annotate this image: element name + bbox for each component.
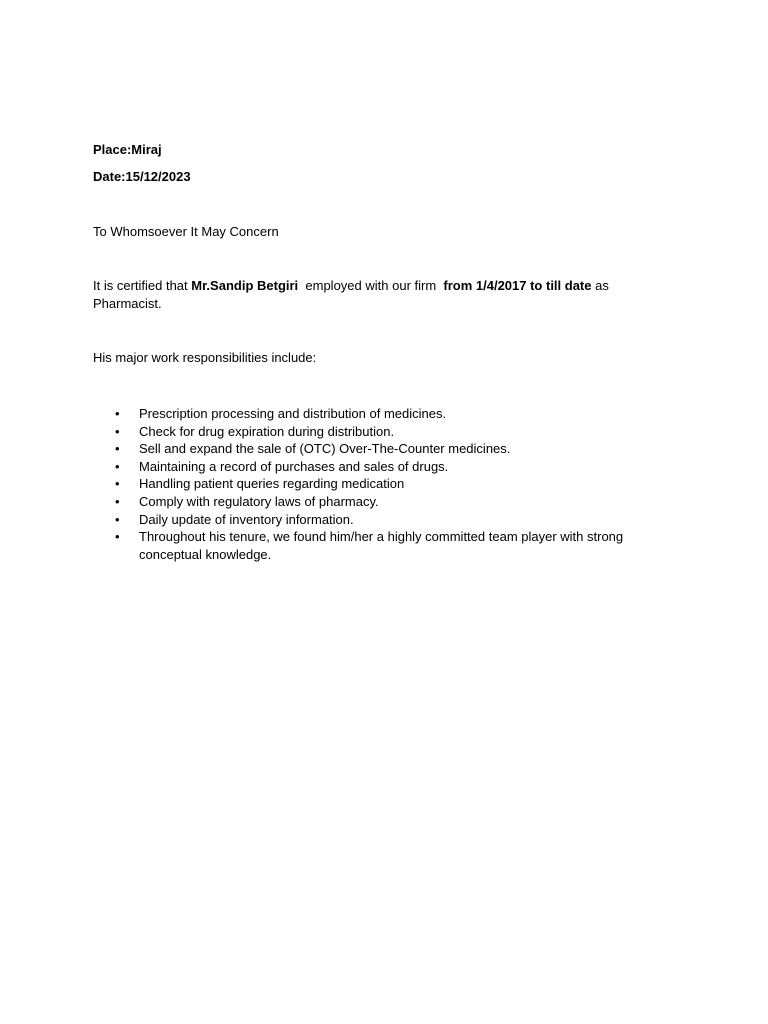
list-item-text: Check for drug expiration during distribution. <box>139 423 395 439</box>
certification-suffix: as <box>591 278 609 293</box>
list-item <box>0 458 659 476</box>
list-item <box>0 493 659 511</box>
bullet-icon: • <box>115 511 120 527</box>
salutation: To Whomsoever It May Concern <box>93 224 279 239</box>
certification-middle: employed with our firm <box>298 278 444 293</box>
bullet-icon: • <box>115 406 120 421</box>
certification-paragraph <box>93 277 609 295</box>
bullet-icon: • <box>115 493 120 509</box>
date-line: Date:15/12/2023 <box>93 169 191 184</box>
responsibilities-list <box>0 405 768 563</box>
list-item <box>0 511 659 529</box>
certification-prefix: It is certified that <box>93 278 192 293</box>
bullet-icon: • <box>115 529 120 545</box>
list-item-text: Maintaining a record of purchases and sales of drugs. <box>139 458 449 474</box>
list-item <box>0 440 659 458</box>
list-item-text: Prescription processing and distribution of medicines. <box>139 406 447 421</box>
bullet-icon: • <box>115 423 120 439</box>
employment-period: from 1/4/2017 to till date <box>443 278 592 293</box>
bullet-icon: • <box>115 441 120 457</box>
list-item-text: Comply with regulatory laws of pharmacy. <box>139 493 379 509</box>
list-item <box>0 405 659 423</box>
employee-name: Mr.Sandip Betgiri <box>191 278 299 293</box>
bullet-icon: • <box>115 458 120 474</box>
list-item-text: Handling patient queries regarding medication <box>139 476 405 492</box>
certification-continuation: Pharmacist. <box>93 296 162 311</box>
list-item <box>0 423 659 441</box>
responsibilities-intro: His major work responsibilities include: <box>93 350 317 365</box>
list-item-text: Throughout his tenure, we found him/her a highly committed team player with strong conceptual knowledge. <box>139 529 624 562</box>
list-item-text: Daily update of inventory information. <box>139 511 354 527</box>
list-item-text: Sell and expand the sale of (OTC) Over-The-Counter medicines. <box>139 441 511 457</box>
list-item <box>0 528 659 563</box>
bullet-icon: • <box>115 476 120 492</box>
list-item <box>0 475 659 493</box>
place-line: Place:Miraj <box>93 142 162 157</box>
